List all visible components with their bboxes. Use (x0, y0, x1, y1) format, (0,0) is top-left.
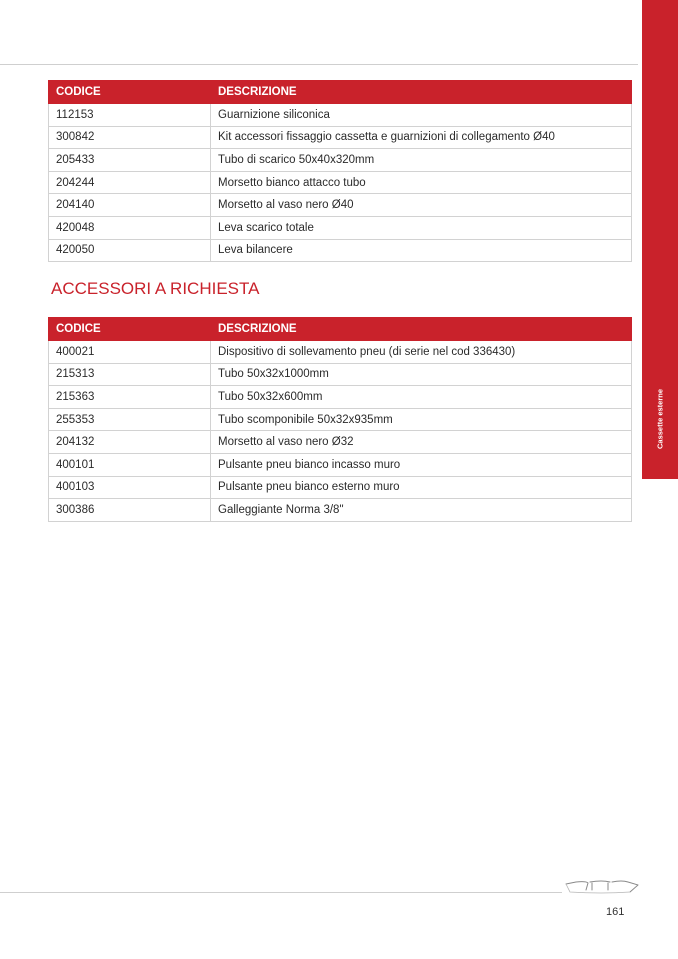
cell-code: 204244 (49, 171, 211, 194)
section-title: ACCESSORI A RICHIESTA (51, 279, 260, 298)
cell-code: 400103 (49, 476, 211, 499)
table-row (49, 499, 632, 522)
cell-code: 255353 (49, 408, 211, 431)
table-row (49, 476, 632, 499)
table-row (49, 363, 632, 386)
cell-description: Tubo 50x32x1000mm (211, 363, 632, 386)
cell-description: Kit accessori fissaggio cassetta e guarnizioni di collegamento Ø40 (211, 126, 632, 149)
table-header-row (49, 318, 632, 341)
cell-description: Pulsante pneu bianco esterno muro (211, 476, 632, 499)
column-header-description: DESCRIZIONE (211, 81, 632, 104)
cell-description: Tubo di scarico 50x40x320mm (211, 149, 632, 172)
cell-code: 112153 (49, 104, 211, 127)
cell-code: 420050 (49, 239, 211, 262)
table-row (49, 126, 632, 149)
cell-code: 215313 (49, 363, 211, 386)
included-parts-table (48, 80, 632, 262)
column-header-code: CODICE (49, 81, 211, 104)
side-tab-label: Cassette esterne (655, 388, 665, 450)
cell-description: Morsetto bianco attacco tubo (211, 171, 632, 194)
table-row (49, 216, 632, 239)
table-row (49, 431, 632, 454)
cell-description: Guarnizione siliconica (211, 104, 632, 127)
optional-accessories-table (48, 317, 632, 522)
table-header-row (49, 81, 632, 104)
cell-description: Galleggiante Norma 3/8" (211, 499, 632, 522)
table-row (49, 408, 632, 431)
table-row (49, 194, 632, 217)
bottom-divider (0, 892, 562, 893)
footer-ornament-icon (562, 874, 642, 898)
cell-code: 400021 (49, 341, 211, 364)
cell-description: Leva scarico totale (211, 216, 632, 239)
cell-code: 400101 (49, 453, 211, 476)
column-header-description: DESCRIZIONE (211, 318, 632, 341)
table-row (49, 239, 632, 262)
cell-description: Morsetto al vaso nero Ø32 (211, 431, 632, 454)
cell-description: Tubo 50x32x600mm (211, 386, 632, 409)
page-number: 161 (606, 906, 625, 918)
table-row (49, 171, 632, 194)
table-row (49, 453, 632, 476)
cell-code: 300386 (49, 499, 211, 522)
cell-description: Leva bilancere (211, 239, 632, 262)
cell-code: 420048 (49, 216, 211, 239)
cell-code: 205433 (49, 149, 211, 172)
table-row (49, 341, 632, 364)
cell-description: Morsetto al vaso nero Ø40 (211, 194, 632, 217)
cell-description: Pulsante pneu bianco incasso muro (211, 453, 632, 476)
cell-code: 300842 (49, 126, 211, 149)
column-header-code: CODICE (49, 318, 211, 341)
cell-code: 204140 (49, 194, 211, 217)
table-row (49, 104, 632, 127)
cell-description: Dispositivo di sollevamento pneu (di serie nel cod 336430) (211, 341, 632, 364)
top-divider (0, 64, 638, 65)
cell-code: 204132 (49, 431, 211, 454)
cell-description: Tubo scomponibile 50x32x935mm (211, 408, 632, 431)
cell-code: 215363 (49, 386, 211, 409)
table-row (49, 149, 632, 172)
table-row (49, 386, 632, 409)
